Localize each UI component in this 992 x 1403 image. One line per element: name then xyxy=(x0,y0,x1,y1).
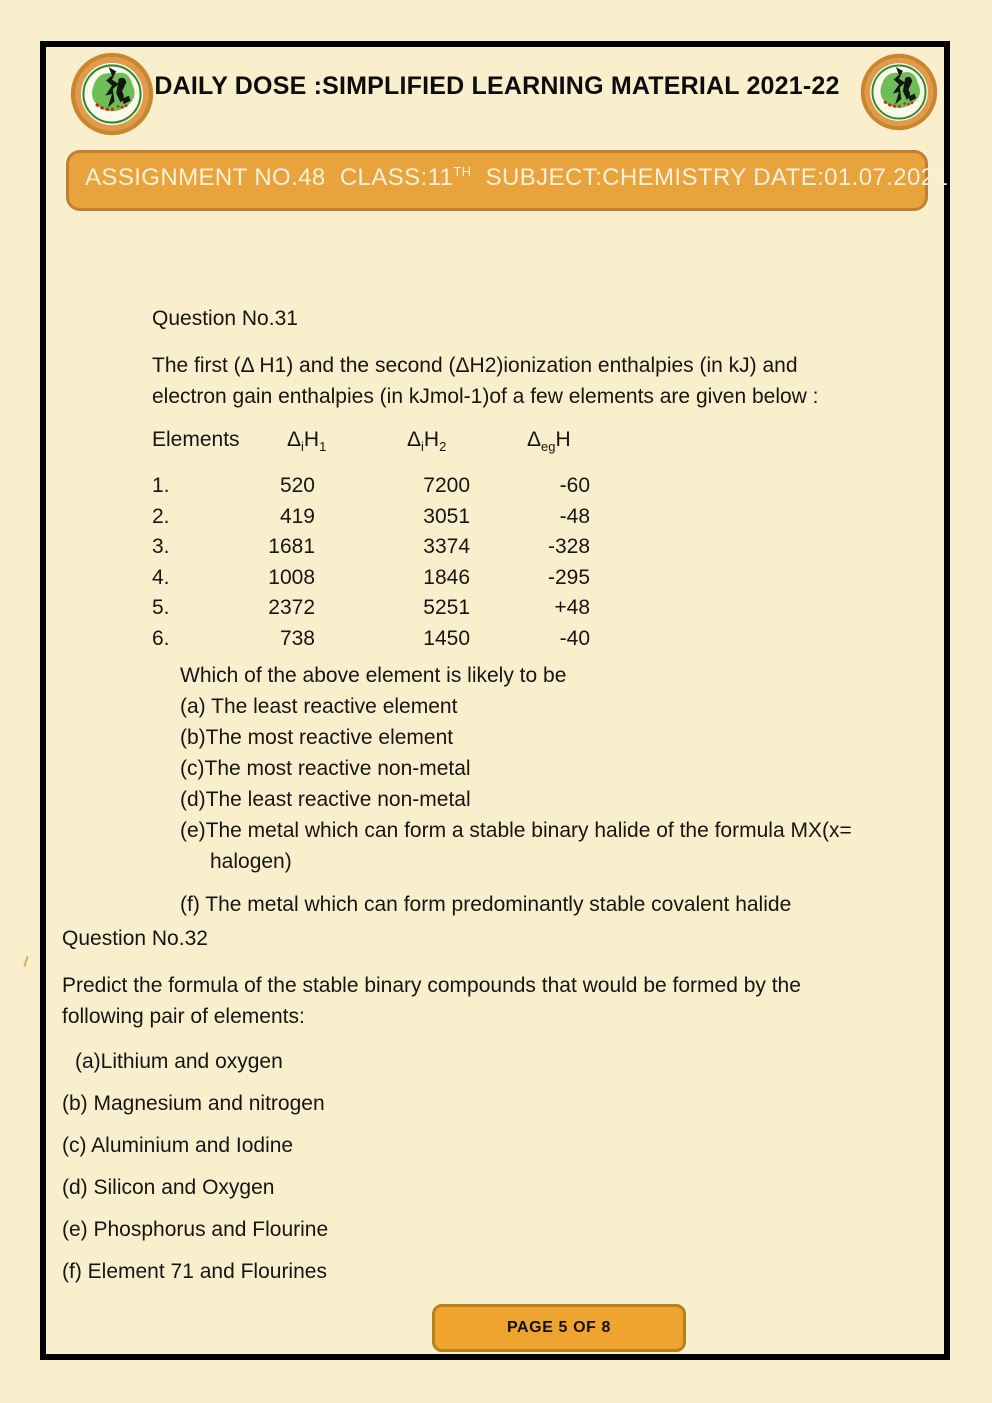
banner-text-part1: ASSIGNMENT NO.48 CLASS:11 xyxy=(85,164,454,191)
col-header-delta-i-h2: $\Delta_iH_2$ xyxy=(407,428,447,455)
option-c: (c)The most reactive non-metal xyxy=(180,757,471,781)
delta-eg-h-value: -328 xyxy=(547,535,590,559)
delta-i-h2-value: 1450 xyxy=(423,626,470,650)
document-title: DAILY DOSE :SIMPLIFIED LEARNING MATERIAL 2021-22 xyxy=(154,72,840,100)
banner-superscript: TH xyxy=(453,164,472,179)
delta-eg-h-value: -48 xyxy=(559,504,590,528)
table-row xyxy=(152,593,942,624)
question-31-prompt: Which of the above element is likely to be xyxy=(180,664,567,688)
element-number: 5. xyxy=(152,596,170,620)
delta-i-h1-value: 1008 xyxy=(268,565,315,589)
table-row xyxy=(152,624,942,655)
intro-line-1: The first (Δ H1) and the second (ΔH2)ionization enthalpies (in kJ) and xyxy=(152,354,798,377)
col-header-delta-i-h1: $\Delta_iH_1$ xyxy=(287,428,327,455)
enthalpy-table-body xyxy=(152,471,942,654)
element-number: 4. xyxy=(152,565,170,589)
delta-i-h2-value: 3374 xyxy=(423,535,470,559)
table-row xyxy=(152,502,942,533)
question-31-intro xyxy=(152,350,942,412)
question-32-options xyxy=(62,1048,942,1286)
scan-artifact-mark xyxy=(23,956,28,967)
delta-i-h2-value: 1846 xyxy=(423,565,470,589)
delta-i-h1-value: 1681 xyxy=(268,535,315,559)
option-c: (c) Aluminium and Iodine xyxy=(62,1134,294,1157)
intro-line-2: following pair of elements: xyxy=(62,1005,305,1028)
intro-line-2: electron gain enthalpies (in kJmol-1)of a few elements are given below : xyxy=(152,385,819,408)
delta-i-h2-value: 5251 xyxy=(423,596,470,620)
delta-i-h2-value: 7200 xyxy=(423,474,470,498)
delta-i-h1-value: 2372 xyxy=(268,596,315,620)
col-header-elements: Elements xyxy=(152,428,240,451)
option-d: (d)The least reactive non-metal xyxy=(180,788,471,812)
option-d: (d) Silicon and Oxygen xyxy=(62,1176,275,1199)
banner-text-part2: SUBJECT:CHEMISTRY DATE:01.07.2021 xyxy=(471,164,949,191)
element-number: 2. xyxy=(152,504,170,528)
page-number-badge: PAGE 5 OF 8 xyxy=(432,1304,686,1352)
option-f: (f) Element 71 and Flourines xyxy=(62,1260,327,1283)
option-e: (e)The metal which can form a stable binary halide of the formula MX(x= xyxy=(180,819,852,843)
delta-i-h1-value: 738 xyxy=(279,626,315,650)
delta-eg-h-value: +48 xyxy=(554,596,590,620)
delta-eg-h-value: -40 xyxy=(559,626,590,650)
table-row xyxy=(152,471,942,502)
table-row xyxy=(152,532,942,563)
intro-line-1: Predict the formula of the stable binary compounds that would be formed by the xyxy=(62,974,801,997)
question-32-intro xyxy=(62,970,942,1032)
delta-i-h1-value: 520 xyxy=(279,474,315,498)
option-e-continued: halogen) xyxy=(210,850,292,874)
option-f: (f) The metal which can form predominantly stable covalent halide xyxy=(180,893,792,917)
col-header-delta-eg-h: $\Delta_{eg}H$ xyxy=(527,428,571,455)
delta-eg-h-value: -295 xyxy=(547,565,590,589)
element-number: 3. xyxy=(152,535,170,559)
element-number: 1. xyxy=(152,474,170,498)
option-e: (e) Phosphorus and Flourine xyxy=(62,1218,329,1241)
school-emblem-left-icon xyxy=(70,52,154,136)
table-row xyxy=(152,563,942,594)
delta-i-h2-value: 3051 xyxy=(423,504,470,528)
question-31-section xyxy=(152,305,942,920)
option-a: (a) The least reactive element xyxy=(180,695,458,719)
delta-i-h1-value: 419 xyxy=(279,504,315,528)
delta-eg-h-value: -60 xyxy=(559,474,590,498)
question-31-title: Question No.31 xyxy=(152,307,298,330)
enthalpy-table-header-row xyxy=(152,426,942,461)
option-a: (a)Lithium and oxygen xyxy=(75,1050,283,1073)
assignment-banner xyxy=(66,150,949,211)
option-b: (b) Magnesium and nitrogen xyxy=(62,1092,325,1115)
question-32-title: Question No.32 xyxy=(62,927,208,950)
element-number: 6. xyxy=(152,626,170,650)
question-32-section xyxy=(62,925,942,1286)
option-b: (b)The most reactive element xyxy=(180,726,454,750)
school-emblem-right-icon xyxy=(860,53,938,131)
question-31-options xyxy=(180,660,942,920)
